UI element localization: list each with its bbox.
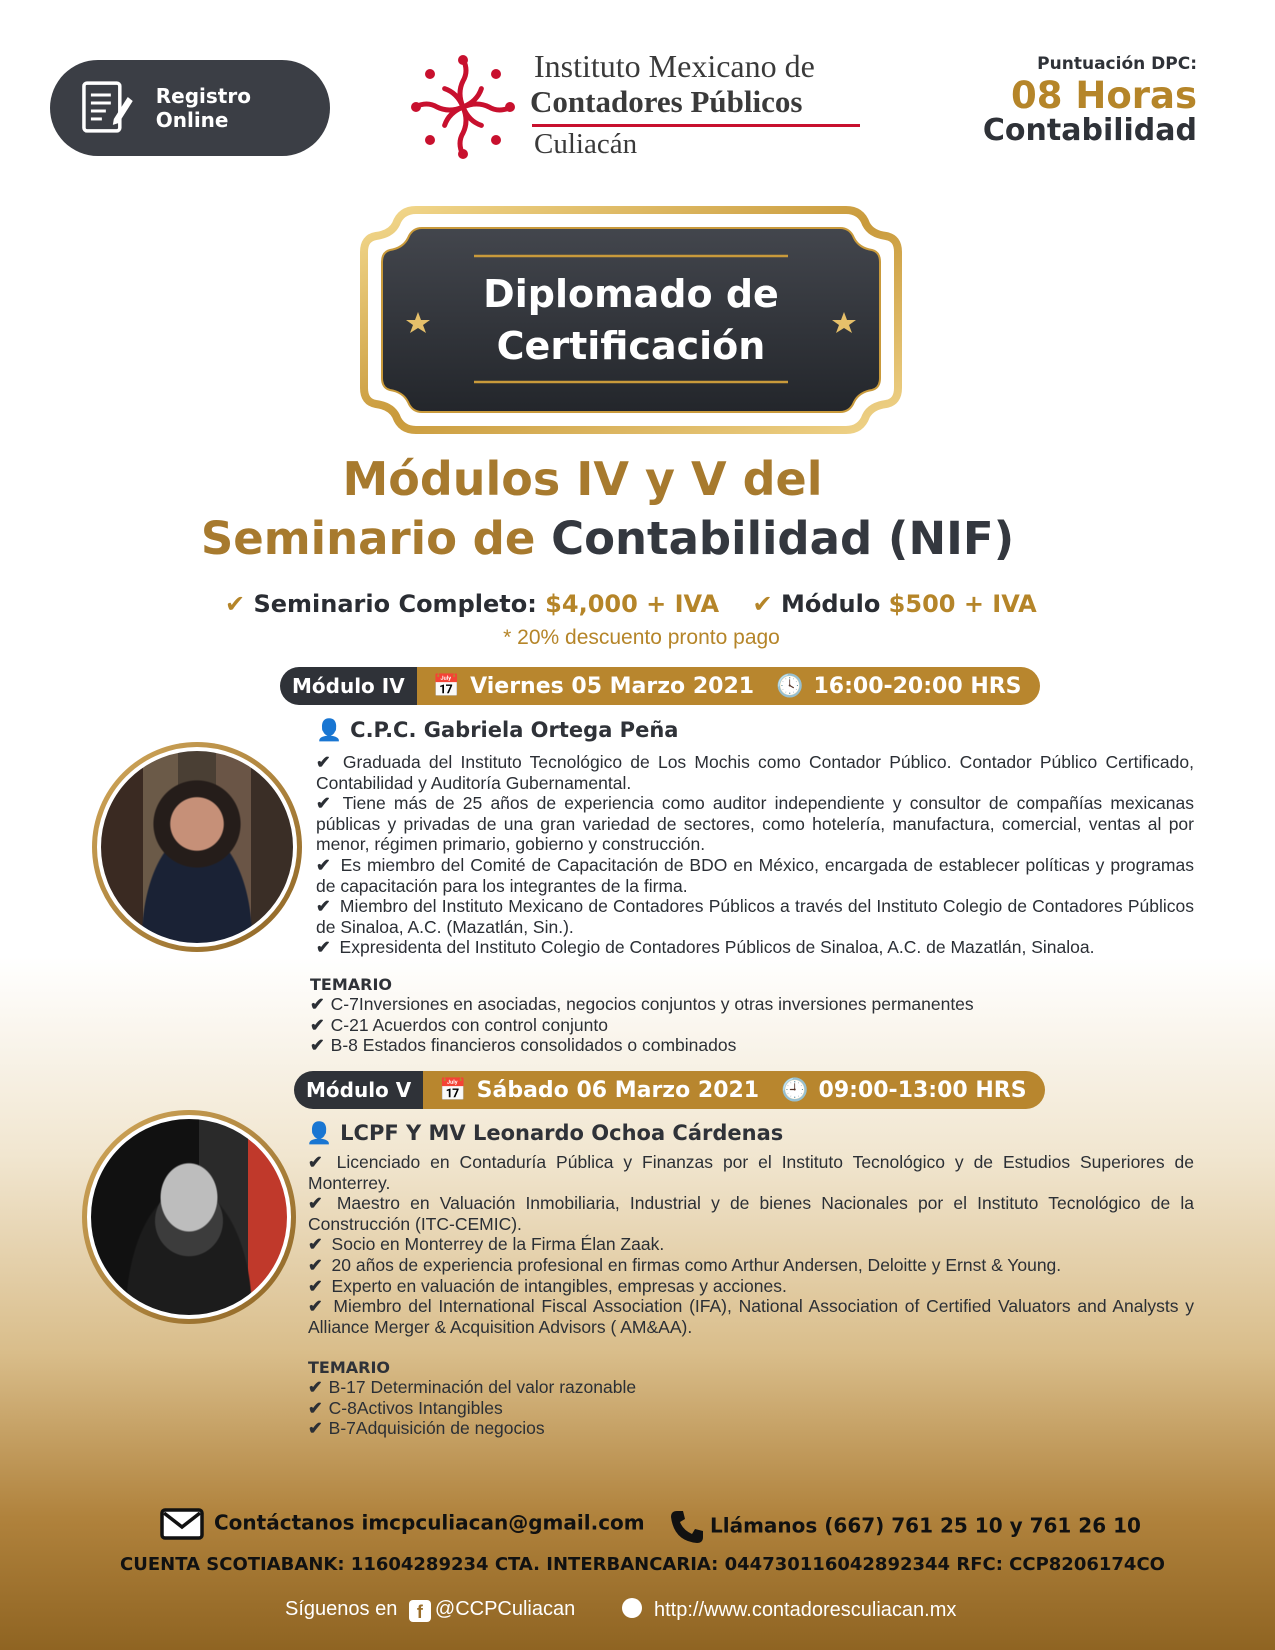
bio-item: ✔ Miembro del International Fiscal Association (IFA), National Association of Certified Valuators and Analysts y Alliance Merger & Acquisition Advisors ( AM&AA). <box>308 1296 1194 1337</box>
facebook-icon: f <box>409 1600 431 1622</box>
module4-bar <box>280 667 1040 705</box>
temario-item: ✔ C-8Activos Intangibles <box>308 1397 503 1418</box>
bio-item: ✔ Tiene más de 25 años de experiencia como auditor independiente y consultor de compañías mexicanas públicas y privadas de una gran variedad de sectores, como hotelería, manufactura, comercial, ventas al por menor, régimen primario, gobierno y construcción. <box>316 793 1195 855</box>
module-price-label: Módulo <box>780 590 881 618</box>
module4-tag: Módulo IV <box>280 667 417 705</box>
check-icon: ✔ <box>308 1234 323 1255</box>
full-price-label: Seminario Completo: <box>253 590 537 618</box>
module4-speaker-photo <box>92 742 302 952</box>
bio-item: ✔ Maestro en Valuación Inmobiliaria, Industrial y de bienes Nacionales por el Instituto Tecnológico de la Construcción (ITC-CEMIC). <box>308 1193 1194 1234</box>
module5-schedule <box>417 1071 1044 1109</box>
facebook-handle: @CCPCuliacan <box>434 1598 576 1620</box>
envelope-icon <box>160 1508 204 1540</box>
discount-note: * 20% descuento pronto pago <box>503 626 780 649</box>
form-icon <box>70 73 140 143</box>
check-icon: ✔ <box>308 1397 323 1418</box>
website-url: http://www.contadoresculiacan.mx <box>654 1599 957 1621</box>
bio-item: ✔ Graduada del Instituto Tecnológico de Los Mochis como Contador Público. Contador Público Certificado, Contabilidad y Auditoría Gubernamental. <box>316 752 1194 793</box>
check-icon: ✔ <box>316 854 331 875</box>
temario-item: ✔ C-21 Acuerdos con control conjunto <box>310 1014 608 1035</box>
globe-icon <box>622 1598 642 1618</box>
check-icon: ✔ <box>316 937 331 958</box>
bio-item: ✔ 20 años de experiencia profesional en firmas como Arthur Andersen, Deloitte y Ernst & Young. <box>308 1254 1062 1275</box>
module5-speaker <box>306 1121 783 1146</box>
phone-contact[interactable] <box>668 1508 1141 1546</box>
phone-icon <box>668 1508 706 1546</box>
clock-icon: 🕘 <box>781 1077 809 1103</box>
check-icon: ✔ <box>310 1014 325 1035</box>
registro-online-button[interactable] <box>50 60 330 156</box>
check-icon: ✔ <box>310 994 325 1014</box>
check-icon: ✔ <box>752 590 773 618</box>
temario-item: ✔ C-7Inversiones en asociadas, negocios conjuntos y otras inversiones permanentes <box>310 994 974 1014</box>
bank-account-line: CUENTA SCOTIABANK: 11604289234 CTA. INTERBANCARIA: 044730116042892344 RFC: CCP8206174CO <box>120 1554 1165 1575</box>
bio-item: ✔ Miembro del Instituto Mexicano de Contadores Públicos a través del Instituto Colegio de Contadores Públicos de Sinaloa, A.C. (Mazatlán, Sin.). <box>316 896 1194 937</box>
check-icon: ✔ <box>308 1254 323 1275</box>
module4-date: Viernes 05 Marzo 2021 <box>470 673 755 699</box>
module5-temario <box>308 1377 636 1439</box>
check-icon: ✔ <box>316 752 331 772</box>
email-contact[interactable] <box>160 1508 645 1540</box>
module4-speaker <box>316 718 678 743</box>
module5-speaker-photo <box>82 1110 296 1324</box>
badge-line1: Diplomado de <box>483 272 779 316</box>
dpc-subject: Contabilidad <box>982 113 1197 148</box>
clock-icon: 🕓 <box>776 673 804 699</box>
check-icon: ✔ <box>310 1035 325 1056</box>
check-icon: ✔ <box>308 1418 323 1439</box>
org-city: Culiacán <box>534 128 638 160</box>
imcp-logo-icon <box>408 52 518 162</box>
module5-temario-title: TEMARIO <box>308 1358 391 1377</box>
module5-time: 09:00-13:00 HRS <box>818 1077 1027 1103</box>
person-icon: 👤 <box>306 1121 333 1145</box>
module4-temario <box>310 994 974 1056</box>
check-icon: ✔ <box>308 1377 323 1397</box>
registro-online-label: Registro Online <box>155 84 251 132</box>
title-contabilidad: Contabilidad (NIF) <box>551 512 1015 565</box>
check-icon: ✔ <box>308 1152 323 1172</box>
bio-item: ✔ Licenciado en Contaduría Pública y Finanzas por el Instituto Tecnológico y de Estudios Superiores de Monterrey. <box>308 1152 1194 1193</box>
module4-temario-title: TEMARIO <box>310 975 393 994</box>
website-link[interactable] <box>622 1598 956 1622</box>
check-icon: ✔ <box>316 793 331 814</box>
module4-schedule <box>411 667 1040 705</box>
check-icon: ✔ <box>308 1193 323 1214</box>
check-icon: ✔ <box>308 1296 323 1317</box>
module-price-value: $500 + IVA <box>888 590 1037 618</box>
module4-time: 16:00-20:00 HRS <box>813 673 1022 699</box>
full-price-value: $4,000 + IVA <box>545 590 720 618</box>
org-name-line2: Contadores Públicos <box>530 84 803 119</box>
main-title-line2 <box>0 512 1275 565</box>
module4-bio <box>316 752 1194 958</box>
follow-label: Síguenos en <box>285 1598 398 1620</box>
module5-speaker-name: LCPF Y MV Leonardo Ochoa Cárdenas <box>340 1121 784 1145</box>
temario-item: ✔ B-8 Estados financieros consolidados o combinados <box>310 1035 737 1056</box>
email-text: Contáctanos imcpculiacan@gmail.com <box>214 1510 645 1535</box>
org-name-line1: Instituto Mexicano de <box>534 48 815 84</box>
org-divider <box>532 124 860 127</box>
phone-text: Llámanos (667) 761 25 10 y 761 26 10 <box>710 1513 1141 1538</box>
badge-title <box>356 268 906 372</box>
person-icon: 👤 <box>316 718 343 742</box>
dpc-label: Puntuación DPC: <box>1037 54 1197 74</box>
bio-item: ✔ Socio en Monterrey de la Firma Élan Zaak. <box>308 1234 665 1255</box>
module4-speaker-name: C.P.C. Gabriela Ortega Peña <box>350 718 679 742</box>
dpc-hours: 08 Horas <box>1011 74 1197 117</box>
temario-item: ✔ B-7Adquisición de negocios <box>308 1418 545 1439</box>
check-icon: ✔ <box>225 590 246 618</box>
badge-line2: Certificación <box>496 324 766 368</box>
module5-bio <box>308 1152 1194 1337</box>
title-seminario: Seminario de <box>200 512 552 565</box>
bio-item: ✔ Es miembro del Comité de Capacitación de BDO en México, encargada de establecer políticas y programas de capacitación para los integrantes de la firma. <box>316 854 1194 896</box>
check-icon: ✔ <box>308 1275 323 1296</box>
calendar-icon: 📅 <box>432 673 461 699</box>
calendar-icon: 📅 <box>439 1077 467 1103</box>
bio-item: ✔ Experto en valuación de intangibles, empresas y acciones. <box>308 1275 787 1296</box>
facebook-link[interactable] <box>285 1598 575 1622</box>
main-title-line1: Módulos IV y V del <box>342 452 823 506</box>
module5-date: Sábado 06 Marzo 2021 <box>476 1077 760 1103</box>
check-icon: ✔ <box>316 896 331 917</box>
module5-bar <box>294 1071 1045 1109</box>
temario-item: ✔ B-17 Determinación del valor razonable <box>308 1377 637 1397</box>
bio-item: ✔ Expresidenta del Instituto Colegio de Contadores Públicos de Sinaloa, A.C. de Mazatlán, Sinaloa. <box>316 937 1095 958</box>
pricing-line <box>225 590 1037 618</box>
module5-tag: Módulo V <box>294 1071 423 1109</box>
